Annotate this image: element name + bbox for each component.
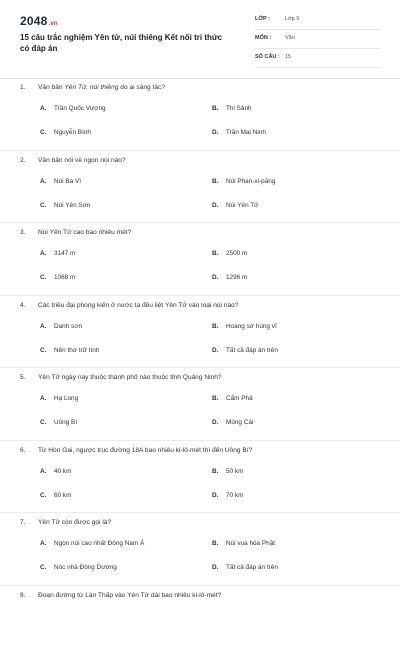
- option-letter: B.: [212, 178, 226, 185]
- option-letter: C.: [40, 274, 54, 281]
- logo-suffix: .vn: [49, 21, 58, 27]
- option-letter: B.: [212, 468, 226, 475]
- question-number: 4.: [20, 302, 38, 309]
- option-letter: D.: [212, 274, 226, 281]
- option-c[interactable]: [40, 129, 91, 136]
- option-d[interactable]: [212, 347, 278, 354]
- option-text: Núi Yên Tử: [226, 202, 258, 209]
- option-letter: B.: [212, 540, 226, 547]
- option-text: Tất cả đáp án trên: [226, 347, 278, 354]
- meta-value: Lớp 9: [285, 16, 299, 22]
- meta-row-count: [255, 52, 380, 68]
- meta-value: 15: [285, 54, 291, 60]
- option-a[interactable]: [40, 178, 81, 185]
- question-text: [20, 229, 131, 236]
- option-a[interactable]: [40, 105, 106, 112]
- option-d[interactable]: [212, 492, 243, 499]
- option-letter: B.: [212, 105, 226, 112]
- question-item: [0, 151, 400, 224]
- question-item: [0, 296, 400, 369]
- option-a[interactable]: [40, 395, 78, 402]
- option-text: Uông Bí: [54, 419, 77, 426]
- option-c[interactable]: [40, 274, 75, 281]
- option-text: Hạ Long: [54, 395, 78, 402]
- question-body: Yên Tử còn được gọi là?: [38, 519, 111, 526]
- option-letter: A.: [40, 468, 54, 475]
- option-text: 70 km: [226, 492, 243, 499]
- meta-value: Văn: [285, 35, 295, 41]
- option-letter: B.: [212, 250, 226, 257]
- option-c[interactable]: [40, 419, 77, 426]
- meta-key: LỚP :: [255, 16, 270, 22]
- site-logo[interactable]: [20, 14, 58, 28]
- option-text: Nguyễn Bình: [54, 129, 91, 136]
- question-body: Văn bản nói về ngọn núi nào?: [38, 157, 126, 164]
- option-b[interactable]: [212, 250, 247, 257]
- option-letter: C.: [40, 419, 54, 426]
- option-text: Ngọn núi cao nhất Đông Nam Á: [54, 540, 144, 547]
- option-letter: A.: [40, 540, 54, 547]
- option-letter: D.: [212, 419, 226, 426]
- option-text: Nên thơ trữ tình: [54, 347, 99, 354]
- option-letter: C.: [40, 564, 54, 571]
- question-text: [20, 592, 221, 599]
- option-d[interactable]: [212, 419, 253, 426]
- option-b[interactable]: [212, 323, 277, 330]
- option-text: Hoang sơ hùng vĩ: [226, 323, 277, 330]
- question-text: [20, 519, 111, 526]
- option-text: Núi Ba Vì: [54, 178, 81, 185]
- question-item: [0, 513, 400, 586]
- page-header: [0, 0, 400, 79]
- option-d[interactable]: [212, 129, 266, 136]
- question-body: Đoạn đường từ Lán Thấp vào Yên Tử dài bao nhiêu ki-lô-mét?: [38, 592, 221, 599]
- question-number: 6.: [20, 447, 38, 454]
- option-a[interactable]: [40, 468, 71, 475]
- option-b[interactable]: [212, 468, 243, 475]
- option-letter: A.: [40, 105, 54, 112]
- question-item: [0, 441, 400, 514]
- option-a[interactable]: [40, 323, 82, 330]
- option-text: Nóc nhà Đông Dương: [54, 564, 117, 571]
- question-body: Yên Tử ngày nay thuộc thành phố nào thuộc tỉnh Quảng Ninh?: [38, 374, 222, 381]
- option-text: Trần Quốc Vượng: [54, 105, 106, 112]
- option-text: Cẩm Phả: [226, 395, 253, 402]
- option-text: 60 km: [54, 492, 71, 499]
- option-letter: A.: [40, 250, 54, 257]
- option-text: Danh sơn: [54, 323, 82, 330]
- option-a[interactable]: [40, 250, 75, 257]
- meta-key: MÔN :: [255, 35, 271, 41]
- option-letter: A.: [40, 178, 54, 185]
- option-c[interactable]: [40, 202, 90, 209]
- question-item: [0, 586, 400, 657]
- option-letter: C.: [40, 202, 54, 209]
- option-c[interactable]: [40, 347, 99, 354]
- option-c[interactable]: [40, 492, 71, 499]
- option-b[interactable]: [212, 540, 275, 547]
- question-number: 5.: [20, 374, 38, 381]
- question-item: [0, 78, 400, 151]
- question-body: Từ Hòn Gai, ngược trục đường 18A bao nhiêu ki-lô-mét thì đến Uông Bí?: [38, 447, 252, 454]
- option-letter: D.: [212, 129, 226, 136]
- question-item: [0, 223, 400, 296]
- option-text: 1068 m: [54, 274, 75, 281]
- question-text-start: Văn bản: [38, 84, 64, 91]
- option-text: 40 km: [54, 468, 71, 475]
- option-text: Núi Yên Sơn: [54, 202, 90, 209]
- question-number: 7.: [20, 519, 38, 526]
- option-text: Núi Phan-xi-păng: [226, 178, 275, 185]
- option-b[interactable]: [212, 178, 275, 185]
- option-d[interactable]: [212, 274, 247, 281]
- meta-info: [255, 14, 380, 71]
- option-text: 3147 m: [54, 250, 75, 257]
- option-text: 1296 m: [226, 274, 247, 281]
- question-text: [20, 374, 222, 381]
- question-text-end: do ai sáng tác?: [118, 84, 165, 91]
- option-d[interactable]: [212, 564, 278, 571]
- option-letter: C.: [40, 129, 54, 136]
- option-letter: B.: [212, 395, 226, 402]
- option-text: Tất cả đáp án trên: [226, 564, 278, 571]
- meta-key: SỐ CÂU :: [255, 54, 280, 60]
- option-letter: C.: [40, 492, 54, 499]
- option-letter: C.: [40, 347, 54, 354]
- meta-row-class: [255, 14, 380, 30]
- question-item: [0, 368, 400, 441]
- option-letter: A.: [40, 395, 54, 402]
- question-text: [20, 84, 165, 91]
- option-letter: D.: [212, 564, 226, 571]
- option-b[interactable]: [212, 105, 252, 112]
- option-letter: D.: [212, 492, 226, 499]
- option-text: Núi vua hóa Phật: [226, 540, 275, 547]
- question-body: Núi Yên Tử cao bao nhiêu mét?: [38, 229, 131, 236]
- option-text: 50 km: [226, 468, 243, 475]
- option-d[interactable]: [212, 202, 258, 209]
- option-text: Thi Sảnh: [226, 105, 252, 112]
- option-letter: B.: [212, 323, 226, 330]
- option-text: Móng Cái: [226, 419, 253, 426]
- option-text: Trần Mai Ninh: [226, 129, 266, 136]
- option-b[interactable]: [212, 395, 253, 402]
- question-number: 3.: [20, 229, 38, 236]
- question-body: Các triều đại phong kiến ở nước ta đều liệt Yên Tử vào loại núi nào?: [38, 302, 239, 309]
- question-text: [20, 302, 239, 309]
- question-text: [20, 157, 126, 164]
- question-text: [20, 447, 252, 454]
- logo-text: 2048: [20, 14, 48, 28]
- option-text: 2500 m: [226, 250, 247, 257]
- question-number: 1.: [20, 84, 38, 91]
- question-list: [0, 78, 400, 657]
- option-letter: D.: [212, 202, 226, 209]
- document-title: 15 câu trắc nghiệm Yên tử, núi thiêng Kết nối tri thức có đáp án: [20, 32, 225, 54]
- question-number: 2.: [20, 157, 38, 164]
- option-c[interactable]: [40, 564, 117, 571]
- option-a[interactable]: [40, 540, 144, 547]
- meta-row-subject: [255, 33, 380, 49]
- question-number: 8.: [20, 592, 38, 599]
- work-title: Yên Tử, núi thiêng: [64, 84, 118, 91]
- option-letter: A.: [40, 323, 54, 330]
- option-letter: D.: [212, 347, 226, 354]
